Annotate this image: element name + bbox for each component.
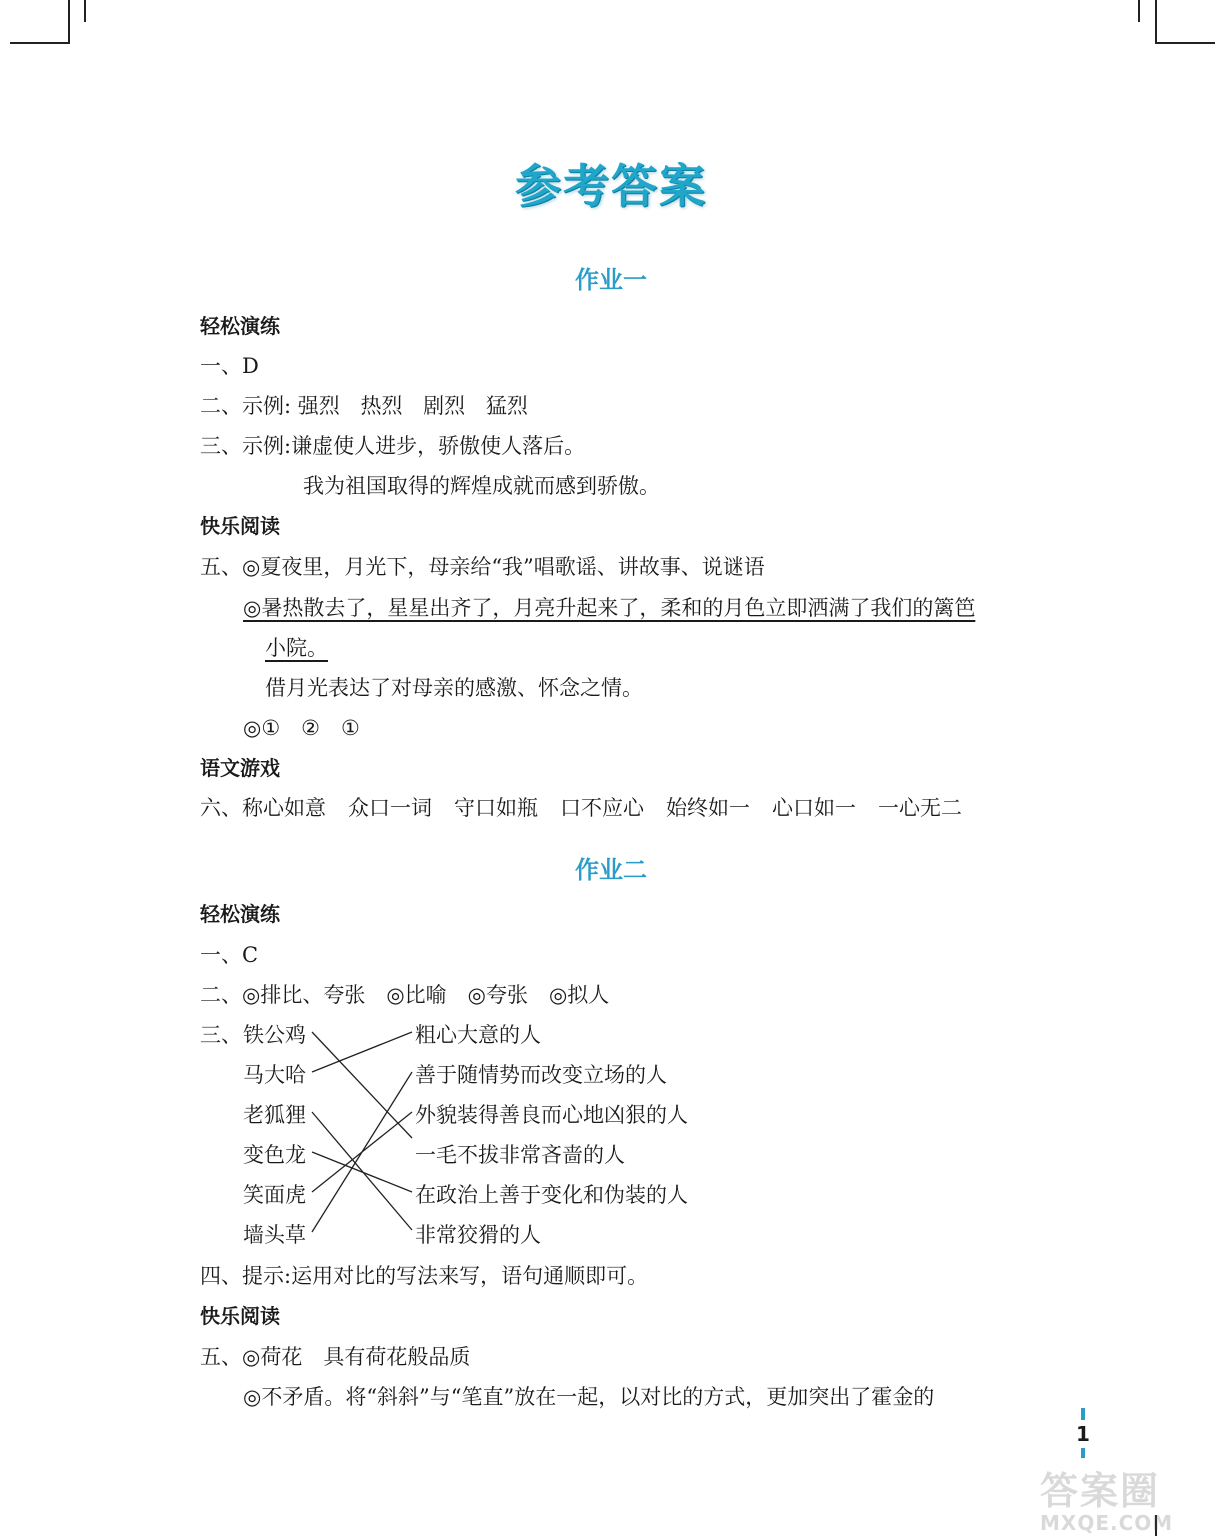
heading-easy-practice: 轻松演练 — [200, 314, 280, 338]
idiom: 心口如一 — [772, 796, 856, 820]
answer-word: 强烈 — [297, 394, 340, 418]
idiom: 口不应心 — [560, 796, 644, 820]
match-left-item: 墙头草 — [243, 1223, 306, 1247]
match-left-item: 变色龙 — [243, 1143, 306, 1167]
idiom: 一心无二 — [878, 796, 962, 820]
answer-line: 二、◎排比、夸张 ◎比喻 ◎夸张 ◎拟人 — [200, 983, 610, 1007]
page-number-tick — [1081, 1448, 1085, 1458]
answer-label: 三、示例: — [200, 434, 292, 458]
answer-line: 一、D — [200, 354, 259, 378]
answer-line: 借月光表达了对母亲的感激、怀念之情。 — [265, 676, 643, 700]
section-title-hw1: 作业一 — [575, 266, 647, 294]
match-left-item: 马大哈 — [243, 1063, 306, 1087]
watermark-logo — [1040, 1460, 1216, 1535]
heading-happy-reading: 快乐阅读 — [200, 1304, 280, 1328]
answer-text: 谦虚使人进步，骄傲使人落后。 — [291, 434, 586, 458]
answer-line: 四、提示:运用对比的写法来写，语句通顺即可。 — [200, 1264, 649, 1288]
answer-line: 五、◎荷花 具有荷花般品质 — [200, 1345, 471, 1369]
match-right-item: 善于随情势而改变立场的人 — [415, 1063, 667, 1087]
idiom: 始终如一 — [666, 796, 750, 820]
match-right-item: 在政治上善于变化和伪装的人 — [415, 1183, 688, 1207]
match-line — [312, 1112, 412, 1230]
answer-word: 剧烈 — [423, 394, 466, 418]
answer-line: 五、◎夏夜里，月光下，母亲给“我”唱歌谣、讲故事、说谜语 — [200, 555, 765, 579]
match-right-item: 粗心大意的人 — [415, 1023, 541, 1047]
idiom: 守口如瓶 — [454, 796, 538, 820]
match-right-item: 外貌装得善良而心地凶狠的人 — [415, 1103, 688, 1127]
answer-word: 猛烈 — [485, 394, 528, 418]
answer-line: 我为祖国取得的辉煌成就而感到骄傲。 — [303, 474, 660, 498]
match-right-item: 一毛不拔非常吝啬的人 — [415, 1143, 625, 1167]
answer-label: 三、 — [200, 1023, 242, 1047]
match-line — [312, 1032, 412, 1072]
page-title: 参考答案 — [515, 159, 707, 213]
match-right-item: 非常狡猾的人 — [415, 1223, 541, 1247]
page-number-tick — [1081, 1408, 1085, 1420]
answer-label: 二、示例: — [200, 394, 292, 418]
heading-easy-practice: 轻松演练 — [200, 902, 280, 926]
answer-line: 一、C — [200, 943, 259, 967]
match-left-item: 老狐狸 — [243, 1103, 306, 1127]
idiom: 称心如意 — [242, 796, 326, 820]
watermark-url: MXQE.COM — [1040, 1511, 1174, 1535]
match-left-item: 笑面虎 — [243, 1183, 306, 1207]
answer-line-underlined: ◎暑热散去了，星星出齐了，月亮升起来了，柔和的月色立即洒满了我们的篱笆 — [243, 596, 976, 620]
answer-line: ◎① ② ① — [243, 716, 360, 740]
answer-word: 热烈 — [360, 394, 403, 418]
match-line — [312, 1032, 412, 1138]
heading-happy-reading: 快乐阅读 — [200, 514, 280, 538]
watermark-text: 答案圈 — [1040, 1469, 1161, 1513]
match-line — [312, 1072, 412, 1232]
heading-language-game: 语文游戏 — [200, 756, 280, 780]
page-number: 1 — [1076, 1422, 1090, 1446]
idiom: 众口一词 — [348, 796, 432, 820]
section-title-hw2: 作业二 — [575, 856, 647, 884]
answer-label: 六、 — [200, 796, 242, 820]
match-line — [312, 1152, 412, 1192]
answer-line-underlined: 小院。 — [265, 636, 328, 660]
answer-line: ◎不矛盾。将“斜斜”与“笔直”放在一起，以对比的方式，更加突出了霍金的 — [243, 1385, 935, 1409]
match-left-item: 铁公鸡 — [243, 1023, 306, 1047]
